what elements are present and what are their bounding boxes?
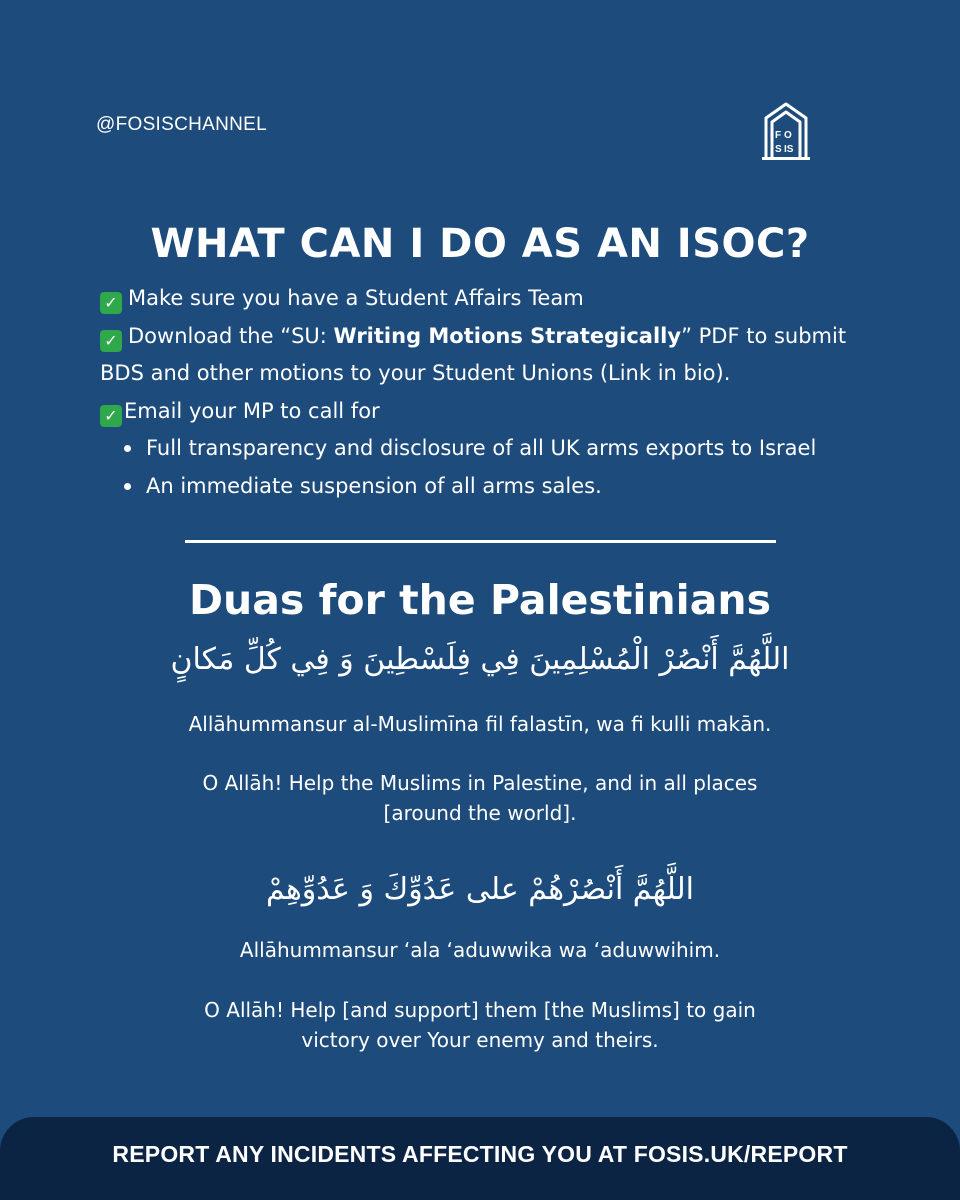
checklist-item-text: Make sure you have a Student Affairs Team [128,286,584,310]
channel-handle: @FOSISCHANNEL [96,114,267,135]
checklist-item [100,280,880,318]
footer-report-text: REPORT ANY INCIDENTS AFFECTING YOU AT FOSIS.UK/REPORT [112,1141,848,1167]
bullet-item: Full transparency and disclosure of all UK arms exports to Israel [122,430,880,468]
isoc-heading: WHAT CAN I DO AS AN ISOC? [150,221,810,267]
isoc-checklist [100,280,880,505]
checklist-item-bold: Writing Motions Strategically [333,323,682,348]
bullet-item: An immediate suspension of all arms sales. [122,468,880,506]
checklist-item [100,318,880,393]
bullet-list [100,430,880,505]
svg-text:S: S [775,144,782,155]
checklist-item-text: Email your MP to call for [124,398,380,423]
checklist-item [100,393,880,431]
section-divider [185,540,776,543]
fosis-logo-icon [760,100,812,162]
svg-text:O: O [784,130,792,141]
checklist-item-suffix: ” PDF to submit BDS and other motions to your Student Unions (Link in bio). [100,323,847,385]
checklist-item-prefix: Download the “SU: [128,323,334,348]
dua-2-arabic: اللَّهُمَّ أَنْصُرْهُمْ على عَدُوِّكَ وَ عَدُوِّهِمْ [265,872,695,907]
dua-2-transliteration: Allāhummansur ‘ala ‘aduwwika wa ‘aduwwihim. [239,938,721,962]
dua-1-translation: O Allāh! Help the Muslims in Palestine, and in all places [around the world]. [202,771,758,825]
check-mark-icon: ✓ [100,292,122,314]
dua-2-translation: O Allāh! Help [and support] them [the Muslims] to gain victory over Your enemy and theirs. [204,998,756,1052]
duas-heading: Duas for the Palestinians [189,576,771,624]
check-mark-icon: ✓ [100,405,122,427]
dua-1-arabic: اللَّهُمَّ أَنْصُرْ الْمُسْلِمِينَ فِي فِلَسْطِينَ وَ فِي كُلِّ مَكانٍ [170,642,790,677]
svg-text:F: F [775,130,782,141]
dua-1-transliteration: Allāhummansur al-Muslimīna fil falastīn, wa fi kulli makān. [188,712,772,736]
check-mark-icon: ✓ [100,330,122,352]
svg-text:IS: IS [784,144,794,155]
